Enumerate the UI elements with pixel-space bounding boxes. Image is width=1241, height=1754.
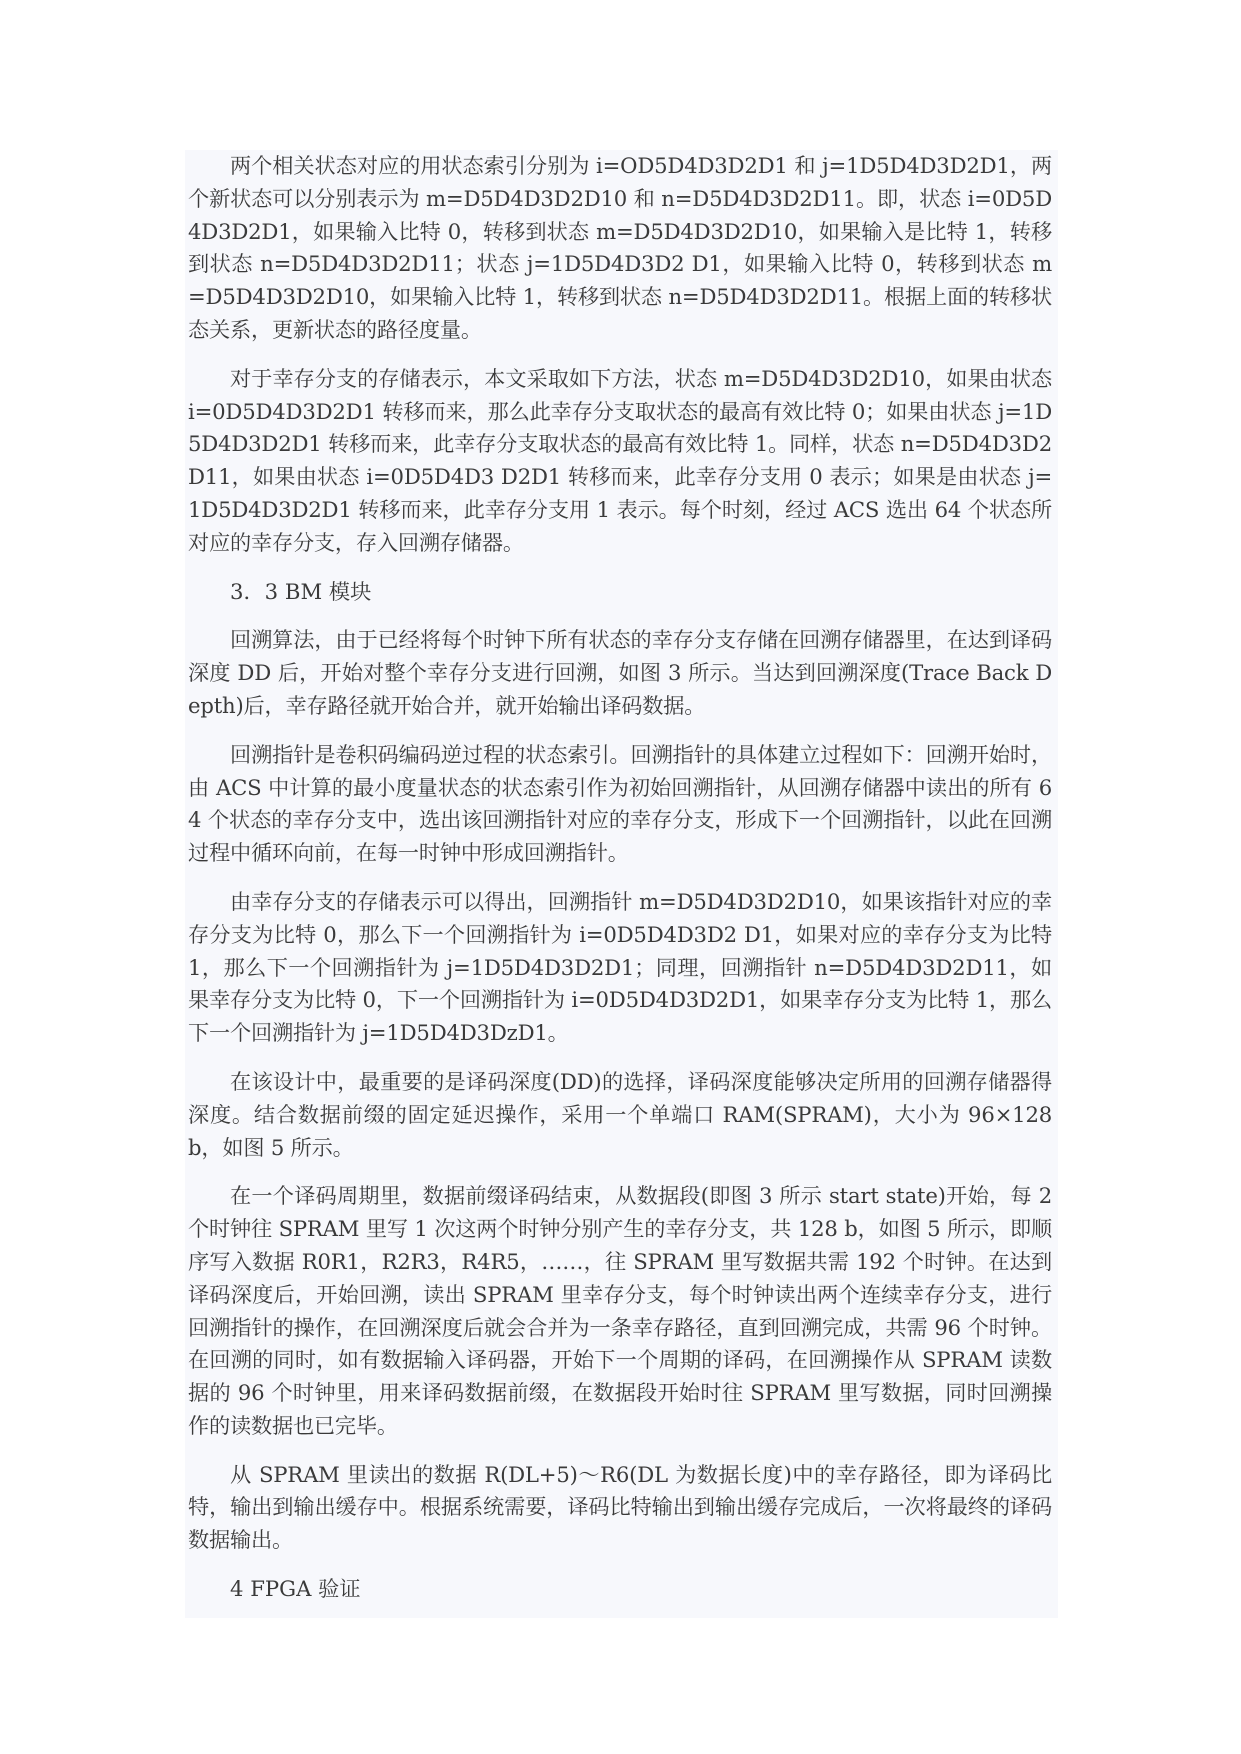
paragraph-pointer-derivation: 由幸存分支的存储表示可以得出，回溯指针 m=D5D4D3D2D10，如果该指针对应的幸存分支为比特 0，那么下一个回溯指针为 i=0D5D4D3D2 D1，如果对应的幸存分支为比特 1，那么下一个回溯指针为 j=1D5D4D3D2D1；同理，回溯指针 n=D5D4D3D2D11，如果幸存分支为比特 0，下一个回溯指针为 i=0D5D4D3D2D1，如果幸存分支为比特 1，那么下一个回溯指针为 j=1D5D4D3DzD1。 xyxy=(188,888,1052,1046)
paragraph-traceback-algorithm: 回溯算法，由于已经将每个时钟下所有状态的幸存分支存储在回溯存储器里，在达到译码深度 DD 后，开始对整个幸存分支进行回溯，如图 3 所示。当达到回溯深度(Trace Back Depth)后，幸存路径就开始合并，就开始输出译码数据。 xyxy=(188,627,1052,718)
paragraph-decode-cycle: 在一个译码周期里，数据前缀译码结束，从数据段(即图 3 所示 start state)开始，每 2 个时钟往 SPRAM 里写 1 次这两个时钟分别产生的幸存分支，共 128 b，如图 5 所示，即顺序写入数据 R0R1，R2R3，R4R5，……，往 SPRAM 里写数据共需 192 个时钟。在达到译码深度后，开始回溯，读出 SPRAM 里幸存分支，每个时钟读出两个连续幸存分支，进行回溯指针的操作，在回溯深度后就会合并为一条幸存路径，直到回溯完成，共需 96 个时钟。在回溯的同时，如有数据输入译码器，开始下一个周期的译码，在回溯操作从 SPRAM 读数据的 96 个时钟里，用来译码数据前缀，在数据段开始时往 SPRAM 里写数据，同时回溯操作的读数据也已完毕。 xyxy=(188,1183,1052,1438)
paragraph-state-transition: 两个相关状态对应的用状态索引分别为 i=OD5D4D3D2D1 和 j=1D5D4D3D2D1，两个新状态可以分别表示为 m=D5D4D3D2D10 和 n=D5D4D3D2D11。即，状态 i=0D5D4D3D2D1，如果输入比特 0，转移到状态 m=D5D4D3D2D10，如果输入是比特 1，转移到状态 n=D5D4D3D2D11；状态 j=1D5D4D3D2 D1，如果输入比特 0，转移到状态 m=D5D4D3D2D10，如果输入比特 1，转移到状态 n=D5D4D3D2D11。根据上面的转移状态关系，更新状态的路径度量。 xyxy=(188,153,1052,342)
document-body xyxy=(185,150,1058,1618)
paragraph-traceback-pointer: 回溯指针是卷积码编码逆过程的状态索引。回溯指针的具体建立过程如下：回溯开始时，由 ACS 中计算的最小度量状态的状态索引作为初始回溯指针，从回溯存储器中读出的所有 64 个状态的幸存分支中，选出该回溯指针对应的幸存分支，形成下一个回溯指针，以此在回溯过程中循环向前，在每一时钟中形成回溯指针。 xyxy=(188,741,1052,866)
section-heading-bm-module: 3．3 BM 模块 xyxy=(230,578,372,604)
paragraph-output-buffer: 从 SPRAM 里读出的数据 R(DL+5)～R6(DL 为数据长度)中的幸存路径，即为译码比特，输出到输出缓存中。根据系统需要，译码比特输出到输出缓存完成后，一次将最终的译码数据输出。 xyxy=(188,1461,1052,1553)
paragraph-survivor-storage: 对于幸存分支的存储表示，本文采取如下方法，状态 m=D5D4D3D2D10，如果由状态 i=0D5D4D3D2D1 转移而来，那么此幸存分支取状态的最高有效比特 0；如果由状态 j=1D5D4D3D2D1 转移而来，此幸存分支取状态的最高有效比特 1。同样，状态 n=D5D4D3D2D11，如果由状态 i=0D5D4D3 D2D1 转移而来，此幸存分支用 0 表示；如果是由状态 j=1D5D4D3D2D1 转移而来，此幸存分支用 1 表示。每个时刻，经过 ACS 选出 64 个状态所对应的幸存分支，存入回溯存储器。 xyxy=(188,365,1052,555)
paragraph-decode-depth: 在该设计中，最重要的是译码深度(DD)的选择，译码深度能够决定所用的回溯存储器得深度。结合数据前缀的固定延迟操作，采用一个单端口 RAM(SPRAM)，大小为 96×128 b，如图 5 所示。 xyxy=(188,1068,1052,1160)
section-heading-fpga-verification: 4 FPGA 验证 xyxy=(230,1576,361,1602)
